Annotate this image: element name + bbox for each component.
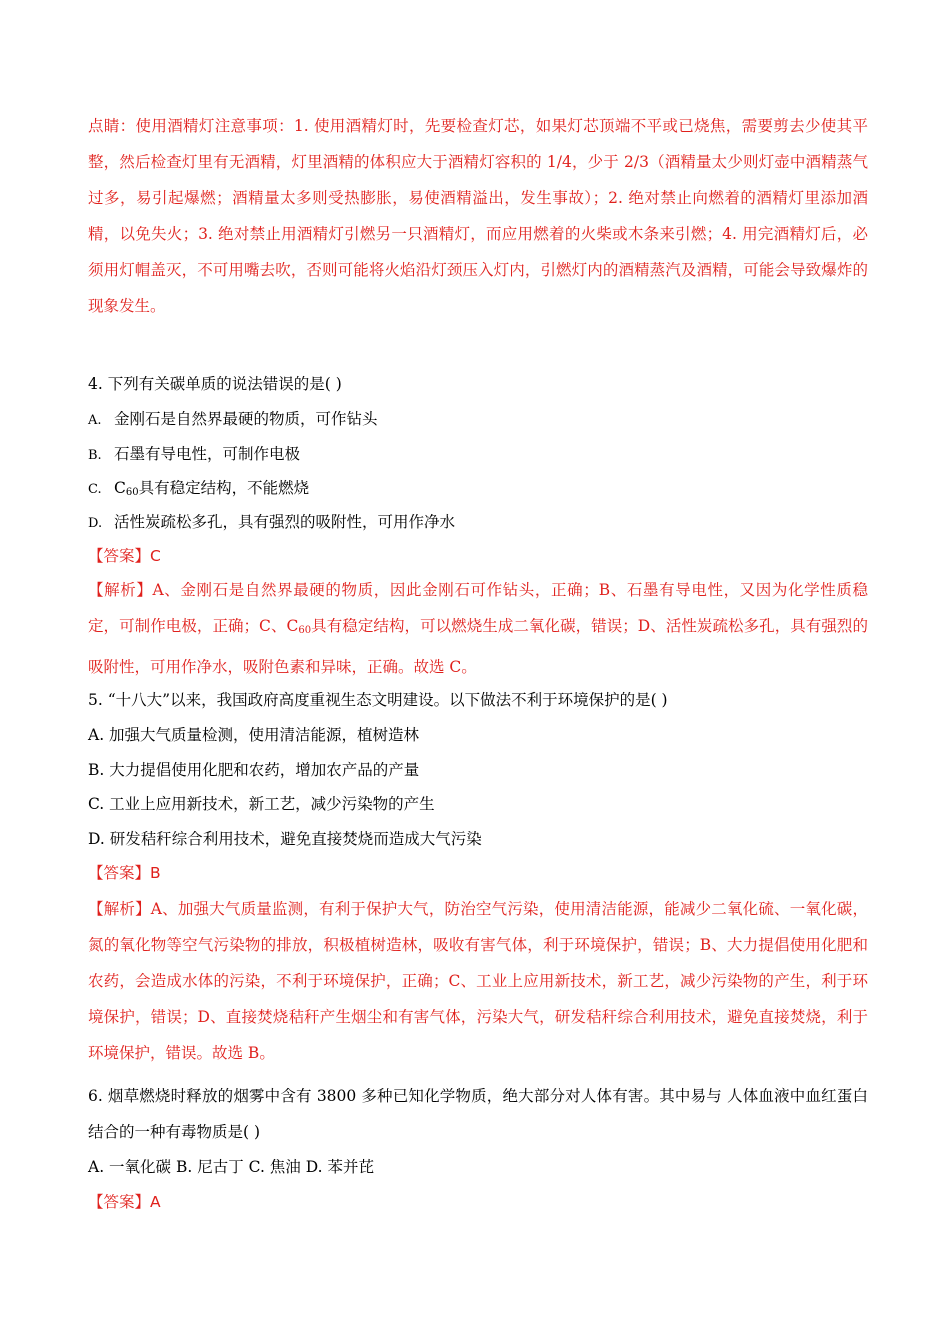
question-6-options: A. 一氧化碳 B. 尼古丁 C. 焦油 D. 苯并芘 xyxy=(88,1158,374,1176)
question-4-stem: 4. 下列有关碳单质的说法错误的是( ) xyxy=(88,375,342,393)
question-4-answer xyxy=(88,546,161,566)
option-text: 金刚石是自然界最硬的物质，可作钻头 xyxy=(114,410,378,428)
option-letter: D. xyxy=(88,516,103,531)
question-5-stem: 5. “十八大”以来，我国政府高度重视生态文明建设。以下做法不利于环境保护的是( ) xyxy=(88,691,668,709)
answer-label: 【答案】 xyxy=(88,547,151,565)
option-text: 活性炭疏松多孔，具有强烈的吸附性，可用作净水 xyxy=(114,513,456,531)
analysis-label: 【解析】 xyxy=(88,900,151,918)
analysis-text: A、加强大气质量监测，有利于保护大气，防治空气污染，使用清洁能源，能减少二氧化硫、一氧化碳，氮的氧化物等空气污染物的排放，积极植树造林，吸收有害气体，利于环境保护，错误；B、大力提倡使用化肥和农药，会造成水体的污染，不利于环境保护，正确；C、工业上应用新技术，新工艺，减少污染物的产生，利于环境保护，错误；D、直接焚烧秸秆产生烟尘和有害气体，污染大气，研发秸秆综合利用技术，避免直接焚烧，利于环境保护，错误。故选 B。 xyxy=(88,900,868,1062)
analysis-text-2: 具有稳定结构，可以燃烧生成二氧化碳，错误；D、活性炭疏松多孔，具有强烈的吸附性，可用作净水，吸附色素和异味，正确。故选 C。 xyxy=(88,617,868,676)
answer-label: 【答案】 xyxy=(88,864,151,882)
analysis-sub: 60 xyxy=(298,625,312,636)
question-5-option-d: D. 研发秸秆综合利用技术，避免直接焚烧而造成大气污染 xyxy=(88,830,482,848)
option-letter: A. xyxy=(88,413,102,428)
option-text: 石墨有导电性，可制作电极 xyxy=(114,445,301,463)
question-4-option-c xyxy=(88,478,309,503)
answer-value: A xyxy=(150,1193,161,1211)
question-5-option-a: A. 加强大气质量检测，使用清洁能源，植树造林 xyxy=(88,726,420,744)
tip-paragraph: 点睛：使用酒精灯注意事项：1. 使用酒精灯时，先要检查灯芯，如果灯芯顶端不平或已烧焦，需要剪去少使其平整，然后检查灯里有无酒精，灯里酒精的体积应大于酒精灯容积的 1/4，少于 2/3（酒精量太少则灯壶中酒精蒸气过多，易引起爆燃；酒精量太多则受热膨胀，易使酒精溢出，发生事故）；2. 绝对禁止向燃着的酒精灯里添加酒精，以免失火；3. 绝对禁止用酒精灯引燃另一只酒精灯，而应用燃着的火柴或木条来引燃；4. 用完酒精灯后，必须用灯帽盖灭，不可用嘴去吹，否则可能将火焰沿灯颈压入灯内，引燃灯内的酒精蒸汽及酒精，可能会导致爆炸的现象发生。 xyxy=(88,117,868,315)
question-6-answer xyxy=(88,1192,161,1212)
question-5-option-b: B. 大力提倡使用化肥和农药，增加农产品的产量 xyxy=(88,761,420,779)
question-6-stem: 6. 烟草燃烧时释放的烟雾中含有 3800 多种已知化学物质，绝大部分对人体有害。其中易与 人体血液中血红蛋白结合的一种有毒物质是( ) xyxy=(88,1087,868,1141)
question-4-option-d xyxy=(88,512,455,534)
answer-label: 【答案】 xyxy=(88,1193,151,1211)
answer-value: B xyxy=(150,864,161,882)
option-letter: C. xyxy=(88,482,102,497)
question-5-answer xyxy=(88,863,161,883)
option-text-sub: 60 xyxy=(125,487,139,498)
option-text-post: 具有稳定结构，不能燃烧 xyxy=(138,479,310,497)
question-4-option-a xyxy=(88,409,378,431)
question-5-analysis xyxy=(88,891,868,1071)
answer-value: C xyxy=(150,547,161,565)
analysis-text-1: A、金刚石是自然界最硬的物质，因此金刚石可作钻头，正确；B、石墨有导电性，又因为化学性质稳定，可制作电极，正确；C、C xyxy=(88,581,868,635)
analysis-label: 【解析】 xyxy=(88,581,153,599)
option-letter: B. xyxy=(88,448,102,463)
option-text-pre: C xyxy=(114,479,126,497)
question-4-option-b xyxy=(88,444,300,466)
question-5-option-c: C. 工业上应用新技术，新工艺，减少污染物的产生 xyxy=(88,795,435,813)
question-4-analysis xyxy=(88,572,868,685)
